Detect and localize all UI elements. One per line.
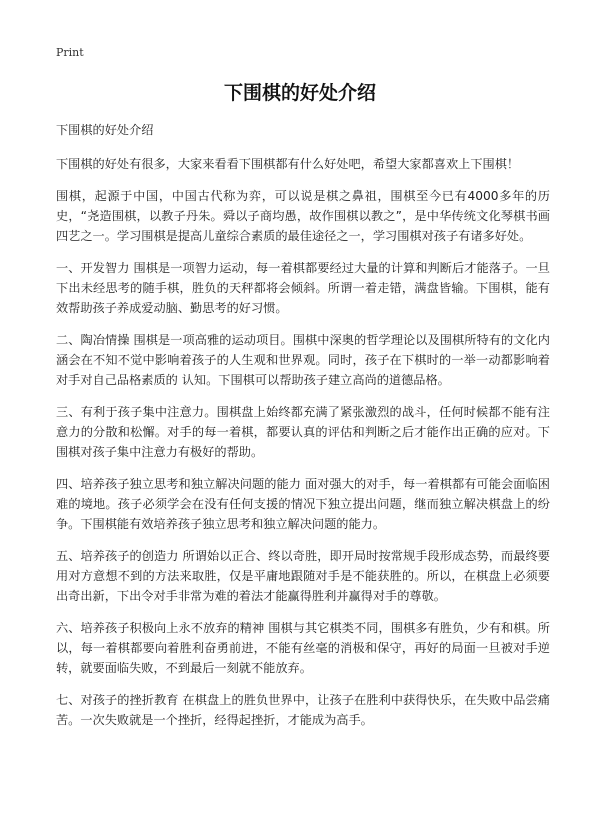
benefit-paragraph-2: 二、陶冶情操 围棋是一项高雅的运动项目。围棋中深奥的哲学理论以及围棋所特有的文化内涵会在不知不觉中影响着孩子的人生观和世界观。同时，孩子在下棋时的一举一动都影响着对手对自己品格素质的 认知。下围棋可以帮助孩子建立高尚的道德品格。 <box>56 333 550 387</box>
print-link[interactable]: Print <box>56 46 84 59</box>
article-body <box>56 120 550 730</box>
benefit-paragraph-7: 七、对孩子的挫折教育 在棋盘上的胜负世界中，让孩子在胜利中获得快乐，在失败中品尝痛苦。一次失败就是一个挫折，经得起挫折，才能成为高手。 <box>56 693 550 727</box>
benefit-paragraph-5: 五、培养孩子的创造力 所谓始以正合、终以奇胜，即开局时按常规手段形成态势，而最终要用对方意想不到的方法来取胜，仅是平庸地跟随对手是不能获胜的。所以，在棋盘上必须要出奇出新，下出令对手非常为难的着法才能赢得胜利并赢得对手的尊敬。 <box>56 549 550 603</box>
article-subtitle: 下围棋的好处介绍 <box>56 123 154 137</box>
benefit-paragraph-1: 一、开发智力 围棋是一项智力运动，每一着棋都要经过大量的计算和判断后才能落子。一旦下出未经思考的随手棋，胜负的天秤都将会倾斜。所谓一着走错，满盘皆输。下围棋，能有效帮助孩子养成爱动脑、勤思考的好习惯。 <box>56 261 550 315</box>
history-paragraph: 围棋，起源于中国，中国古代称为弈，可以说是棋之鼻祖，围棋至今已有4000多年的历史，“尧造围棋，以教子丹朱。舜以子商均愚，故作围棋以教之”，是中华传统文化琴棋书画四艺之一。学习围棋是提高儿童综合素质的最佳途径之一，学习围棋对孩子有诸多好处。 <box>56 189 550 243</box>
intro-paragraph: 下围棋的好处有很多，大家来看看下围棋都有什么好处吧，希望大家都喜欢上下围棋！ <box>56 157 520 171</box>
benefit-paragraph-6: 六、培养孩子积极向上永不放弃的精神 围棋与其它棋类不同，围棋多有胜负，少有和棋。所以，每一着棋都要向着胜利奋勇前进，不能有丝毫的消极和保守，再好的局面一旦被对手逆转，就要面临失败，不到最后一刻就不能放弃。 <box>56 621 550 675</box>
page-title: 下围棋的好处介绍 <box>223 82 376 104</box>
benefit-paragraph-3: 三、有利于孩子集中注意力。围棋盘上始终都充满了紧张激烈的战斗，任何时候都不能有注意力的分散和松懈。对手的每一着棋，都要认真的评估和判断之后才能作出正确的应对。下围棋对孩子集中注意力有极好的帮助。 <box>56 405 550 459</box>
benefit-paragraph-4: 四、培养孩子独立思考和独立解决问题的能力 面对强大的对手，每一着棋都有可能会面临困难的境地。孩子必须学会在没有任何支援的情况下独立提出问题，继而独立解决棋盘上的纷争。下围棋能有效培养孩子独立思考和独立解决问题的能力。 <box>56 477 550 531</box>
